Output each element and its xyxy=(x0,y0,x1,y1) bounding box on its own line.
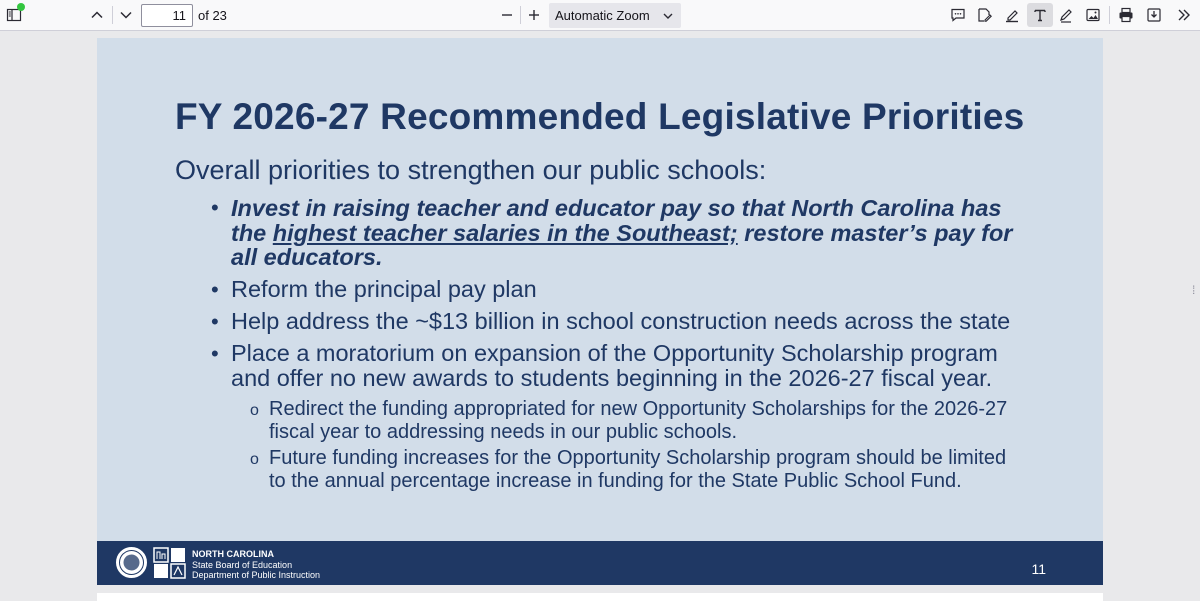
save-button[interactable] xyxy=(1141,3,1167,27)
image-icon xyxy=(1085,7,1101,23)
sub-bullet-circle: o xyxy=(250,402,259,419)
text-tool-button[interactable] xyxy=(1027,3,1053,27)
bullet-4 xyxy=(231,341,998,390)
pdf-page xyxy=(97,38,1103,585)
zoom-select-value: Automatic Zoom xyxy=(555,8,650,23)
toolbar-separator xyxy=(1109,6,1110,24)
state-seal-logo xyxy=(114,545,149,580)
zoom-select[interactable] xyxy=(549,3,681,28)
slide-page-number: 11 xyxy=(1031,561,1046,577)
notification-dot xyxy=(17,3,25,11)
bullet-1-line-3: all educators. xyxy=(231,244,383,270)
bullet-3: Help address the ~$13 billion in school construction needs across the state xyxy=(231,308,1011,334)
chevron-down-icon xyxy=(119,8,133,22)
next-pdf-page xyxy=(97,593,1103,601)
page-number-input[interactable]: 11 xyxy=(141,4,193,27)
minus-icon xyxy=(500,8,514,22)
bullet-1-underlined-text: highest teacher salaries in the Southeast; xyxy=(272,219,738,246)
draw-button[interactable] xyxy=(1053,3,1079,27)
edit-document-icon xyxy=(976,7,992,23)
bullet-1-text: the xyxy=(231,219,273,246)
pdf-toolbar xyxy=(0,0,1200,31)
previous-page-button[interactable] xyxy=(84,3,110,27)
org-line-2: State Board of Education xyxy=(192,559,293,570)
page-count-label: of 23 xyxy=(198,8,227,23)
organization-name xyxy=(192,549,320,581)
scrollbar-grip[interactable]: ⁞ xyxy=(1192,283,1196,297)
comment-icon xyxy=(950,7,966,23)
highlighter-icon xyxy=(1004,7,1020,23)
slide-footer xyxy=(97,541,1103,585)
print-button[interactable] xyxy=(1113,3,1139,27)
highlight-button[interactable] xyxy=(999,3,1025,27)
zoom-in-button[interactable] xyxy=(521,3,547,27)
double-chevron-right-icon xyxy=(1176,7,1192,23)
print-icon xyxy=(1118,7,1134,23)
text-icon xyxy=(1032,7,1048,23)
bullet-4-line-2: and offer no new awards to students beginning in the 2026-27 fiscal year. xyxy=(231,364,993,391)
bullet-dot: • xyxy=(211,277,219,302)
chevron-down-icon xyxy=(662,11,674,21)
tools-menu-button[interactable] xyxy=(1171,3,1197,27)
board-logo xyxy=(153,547,187,579)
bullet-4-line-1: Place a moratorium on expansion of the Opportunity Scholarship program xyxy=(231,340,998,366)
bullet-2: Reform the principal pay plan xyxy=(231,276,537,302)
sub-bullet-circle: o xyxy=(250,451,259,468)
comment-button[interactable] xyxy=(945,3,971,27)
sub-bullet-1 xyxy=(269,398,1007,444)
sub-bullet-1-line-2: fiscal year to addressing needs in our public schools. xyxy=(269,421,738,443)
slide-subtitle: Overall priorities to strengthen our public schools: xyxy=(175,155,767,185)
plus-icon xyxy=(527,8,541,22)
bullet-dot: • xyxy=(211,341,219,366)
add-image-button[interactable] xyxy=(1080,3,1106,27)
download-icon xyxy=(1146,7,1162,23)
sign-button[interactable] xyxy=(971,3,997,27)
bullet-1-text: restore master’s pay for xyxy=(737,219,1013,246)
bullet-1 xyxy=(231,196,1012,270)
org-line-1: NORTH CAROLINA xyxy=(192,549,274,559)
org-line-3: Department of Public Instruction xyxy=(192,570,321,580)
bullet-dot: • xyxy=(211,195,219,220)
sub-bullet-1-line-1: Redirect the funding appropriated for new Opportunity Scholarships for the 2026-27 xyxy=(269,398,1008,420)
bullet-1-line-1: Invest in raising teacher and educator pay so that North Carolina has xyxy=(231,195,1002,221)
next-page-button[interactable] xyxy=(113,3,139,27)
slide-title: FY 2026-27 Recommended Legislative Priorities xyxy=(175,96,1025,137)
bullet-dot: • xyxy=(211,309,219,334)
bullet-1-line-2 xyxy=(231,221,1012,246)
zoom-out-button[interactable] xyxy=(494,3,520,27)
sub-bullet-2 xyxy=(269,447,1006,493)
sub-bullet-2-line-2: to the annual percentage increase in funding for the State Public School Fund. xyxy=(269,470,962,492)
chevron-up-icon xyxy=(90,8,104,22)
pen-icon xyxy=(1058,7,1074,23)
sub-bullet-2-line-1: Future funding increases for the Opportunity Scholarship program should be limited xyxy=(269,447,1007,469)
